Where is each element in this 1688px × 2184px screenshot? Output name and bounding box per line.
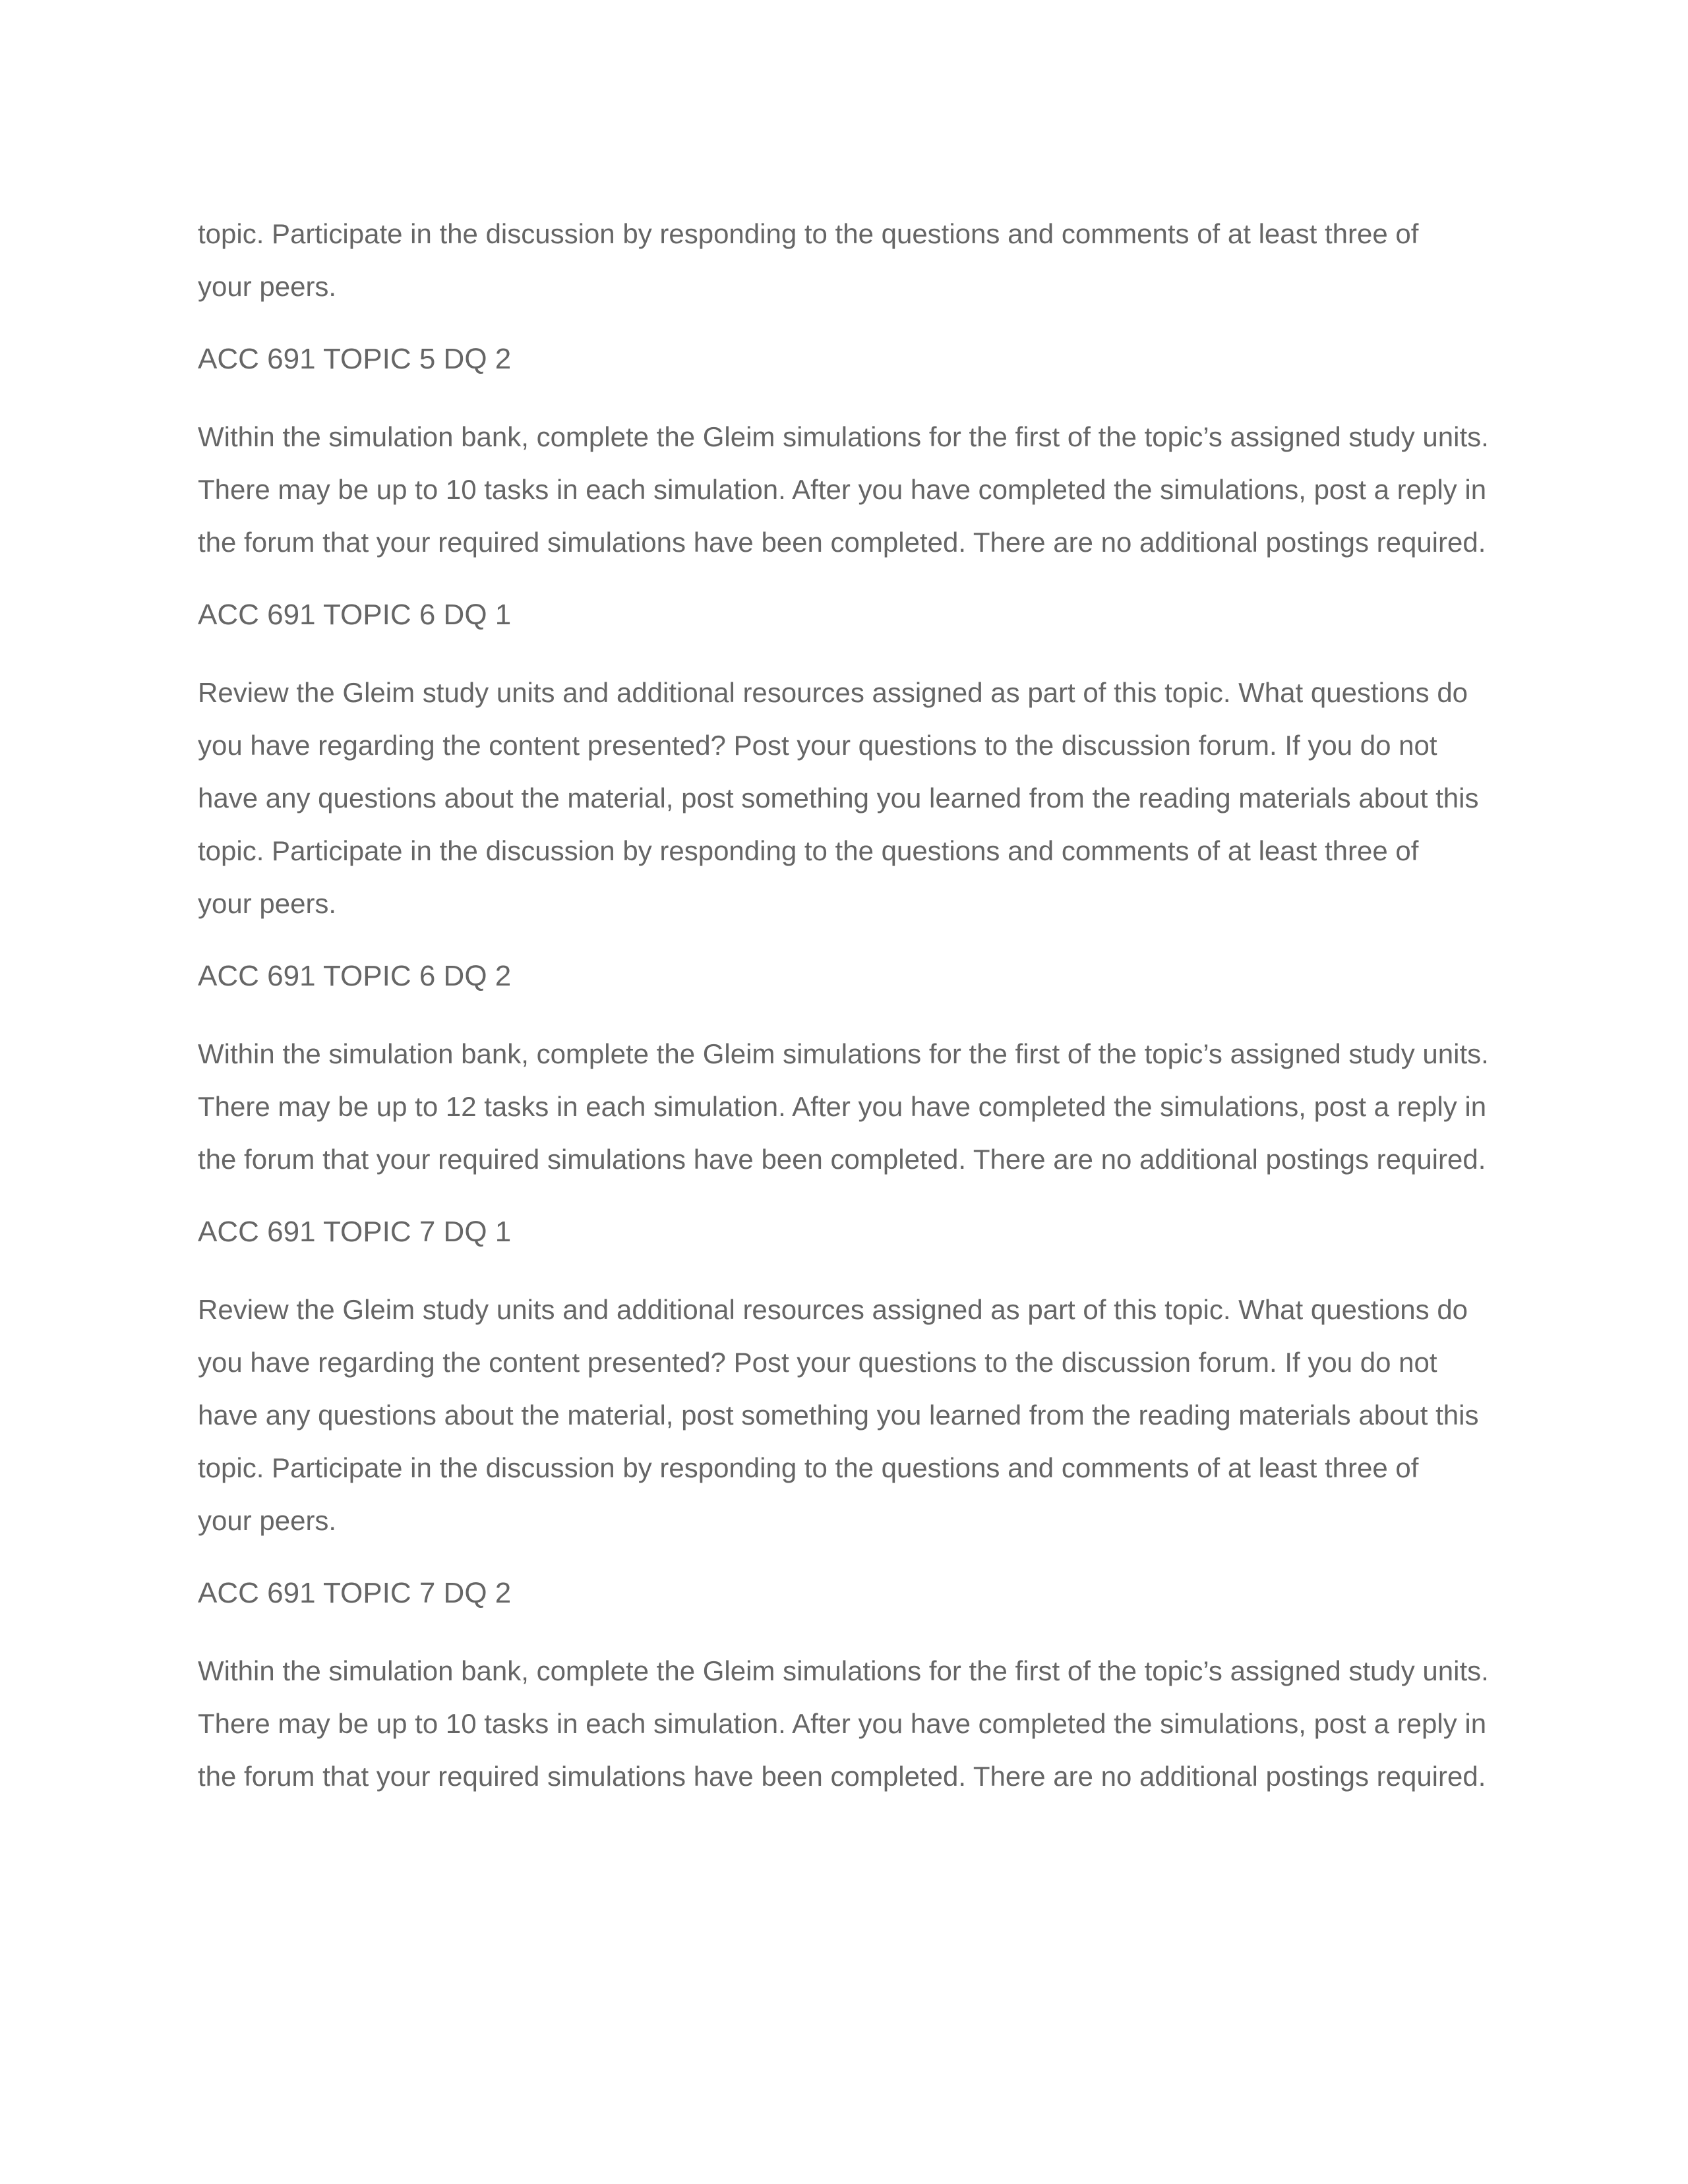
paragraph-line: the forum that your required simulations have been completed. There are no additional postings required. [198,1144,1486,1175]
paragraph-line: There may be up to 10 tasks in each simulation. After you have completed the simulations, post a reply in [198,474,1487,505]
paragraph-line: topic. Participate in the discussion by responding to the questions and comments of at least three of [198,1452,1419,1483]
paragraph-line: There may be up to 12 tasks in each simulation. After you have completed the simulations, post a reply in [198,1091,1487,1122]
paragraph-line: topic. Participate in the discussion by responding to the questions and comments of at least three of [198,835,1419,866]
paragraph-line: topic. Participate in the discussion by responding to the questions and comments of at least three of [198,218,1419,249]
paragraph-line: Review the Gleim study units and additional resources assigned as part of this topic. What questions do [198,677,1468,708]
paragraph-line: your peers. [198,888,337,919]
paragraph-line: your peers. [198,271,337,302]
paragraph-line: Review the Gleim study units and additional resources assigned as part of this topic. What questions do [198,1294,1468,1325]
paragraph-line: the forum that your required simulations have been completed. There are no additional postings required. [198,1761,1486,1792]
section-heading: ACC 691 TOPIC 5 DQ 2 [198,343,512,375]
paragraph-line: have any questions about the material, post something you learned from the reading materials about this [198,1400,1479,1431]
section-heading: ACC 691 TOPIC 6 DQ 1 [198,599,512,631]
paragraph-line: Within the simulation bank, complete the Gleim simulations for the first of the topic’s assigned study units. [198,421,1489,452]
paragraph-line: Within the simulation bank, complete the Gleim simulations for the first of the topic’s assigned study units. [198,1038,1489,1069]
paragraph-line: the forum that your required simulations have been completed. There are no additional postings required. [198,527,1486,558]
paragraph-line: you have regarding the content presented? Post your questions to the discussion forum. If you do not [198,1347,1437,1378]
paragraph-line: your peers. [198,1505,337,1536]
paragraph-line: Within the simulation bank, complete the Gleim simulations for the first of the topic’s assigned study units. [198,1655,1489,1686]
section-heading: ACC 691 TOPIC 6 DQ 2 [198,960,512,992]
paragraph-line: you have regarding the content presented? Post your questions to the discussion forum. If you do not [198,730,1437,761]
paragraph-line: There may be up to 10 tasks in each simulation. After you have completed the simulations, post a reply in [198,1708,1487,1739]
section-heading: ACC 691 TOPIC 7 DQ 2 [198,1577,512,1609]
section-heading: ACC 691 TOPIC 7 DQ 1 [198,1216,512,1248]
paragraph-line: have any questions about the material, post something you learned from the reading materials about this [198,782,1479,813]
